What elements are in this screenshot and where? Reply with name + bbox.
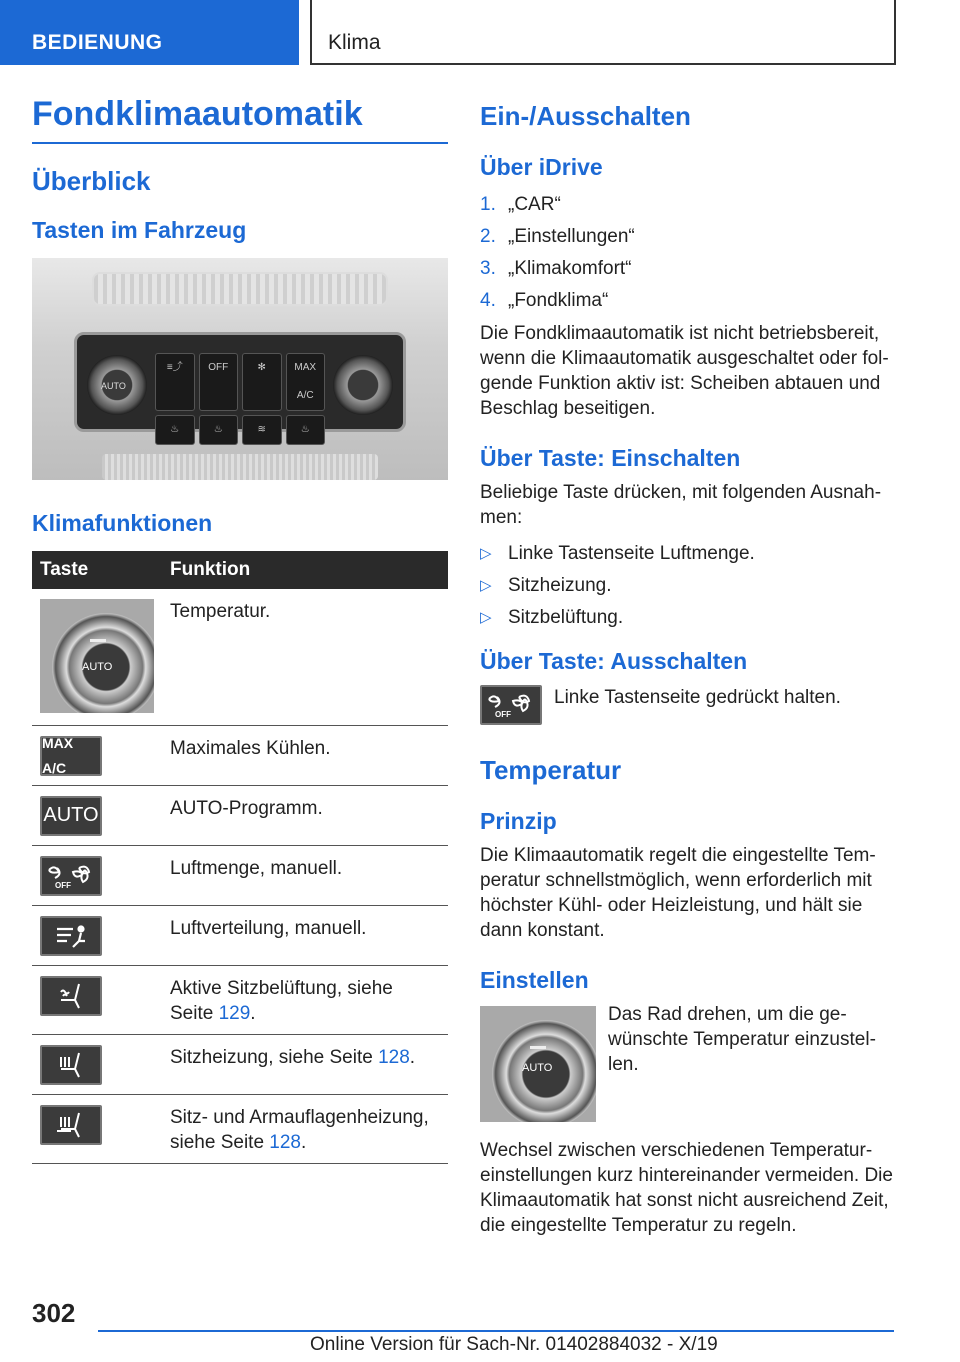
onoff-heading: Ein-/Ausschalten — [480, 101, 691, 131]
row-text: Luftverteilung, manuell. — [162, 905, 448, 965]
auto-icon: AUTO — [40, 796, 102, 836]
right-column — [480, 95, 900, 1238]
key-off-heading: Über Taste: Ausschalten — [480, 648, 748, 674]
seat-heating-icon: ♨ — [199, 415, 239, 445]
table-header-row — [32, 551, 448, 589]
row-text: Aktive Sitzbelüftung, siehe Seite 129. — [162, 965, 448, 1034]
left-temperature-knob: AUTO — [87, 355, 147, 415]
header-section-tab — [0, 0, 299, 65]
row-text: Sitz- und Armauflagenheizung, siehe Seite 128. — [162, 1094, 448, 1163]
exceptions-list — [480, 538, 900, 634]
temperature-heading: Temperatur — [480, 755, 622, 785]
table-row — [32, 785, 448, 845]
idrive-note: Die Fondklimaautomatik ist nicht betriebsbereit, wenn die Klimaautomatik ausgeschaltet oder folgende Funktion aktiv ist: Scheiben abtauen und Beschlag beseitigen. — [480, 323, 889, 419]
set-text: Das Rad drehen, um die gewünschte Temperatur einzustellen. — [608, 1004, 876, 1075]
list-item: ▷ Linke Tastenseite Luftmenge. — [480, 543, 755, 564]
panel-buttons — [155, 353, 325, 435]
table-row — [32, 1094, 448, 1163]
table-row — [32, 845, 448, 905]
set-note: Wechsel zwischen verschiedenen Temperatureinstellungen kurz hintereinander vermeiden. Die Klimaautomatik hat sonst nicht ausreichend Zeit, die eingestellte Temperatur zu regeln. — [480, 1140, 893, 1236]
page-ref-link[interactable]: 129 — [218, 1002, 251, 1024]
page-ref-link[interactable]: 128 — [269, 1131, 301, 1153]
key-off-text: Linke Tastenseite gedrückt halten. — [554, 687, 841, 708]
svg-text:OFF: OFF — [55, 880, 71, 890]
set-block — [480, 1002, 900, 1126]
seat-armrest-heating-icon — [40, 1105, 102, 1145]
footer-divider — [98, 1330, 894, 1332]
table-row — [32, 965, 448, 1034]
list-item: 2. „Einstellungen“ — [480, 226, 635, 247]
col-key-header: Taste — [32, 551, 162, 589]
fan-off-icon: OFF — [199, 353, 239, 411]
air-vent — [92, 272, 388, 306]
max-ac-icon: MAX A/C — [40, 736, 102, 776]
storage-slot — [102, 454, 378, 480]
table-row — [32, 1034, 448, 1094]
set-heading: Einstellen — [480, 967, 589, 993]
col-func-header: Funktion — [162, 551, 448, 589]
seat-ventilation-icon: ≋ — [242, 415, 282, 445]
fan-icon — [40, 856, 102, 896]
table-row — [32, 589, 448, 725]
key-on-text: Beliebige Taste drücken, mit folgenden Ausnahmen: — [480, 482, 882, 528]
seat-ventilation-icon — [40, 976, 102, 1016]
page-ref-link[interactable]: 128 — [378, 1046, 410, 1068]
key-off-block — [480, 685, 900, 729]
row-text: Maximales Kühlen. — [162, 725, 448, 785]
footer-text: Online Version für Sach-Nr. 01402884032 - X/19 — [310, 1334, 718, 1355]
row-text: AUTO-Programm. — [162, 785, 448, 845]
list-item: 4. „Fondklima“ — [480, 290, 609, 311]
seat-heating-icon: ♨ — [286, 415, 326, 445]
temperature-knob-icon: AUTO — [480, 1006, 596, 1122]
row-text: Temperatur. — [162, 589, 448, 725]
header-chapter-tab — [310, 0, 896, 65]
fan-icon — [480, 685, 542, 725]
table-row — [32, 905, 448, 965]
page-title: Fondklimaautomatik — [32, 95, 448, 144]
left-column — [32, 95, 448, 1164]
seat-heating-icon — [40, 1045, 102, 1085]
functions-table — [32, 551, 448, 1164]
key-on-heading: Über Taste: Einschalten — [480, 445, 741, 471]
idrive-heading: Über iDrive — [480, 154, 603, 180]
list-item: 3. „Klimakomfort“ — [480, 258, 632, 279]
row-text: Sitzheizung, siehe Seite 128. — [162, 1034, 448, 1094]
list-item: 1. „CAR“ — [480, 194, 561, 215]
air-distribution-icon: ≡⤴ — [155, 353, 195, 411]
principle-heading: Prinzip — [480, 808, 557, 834]
page-number: 302 — [32, 1298, 76, 1328]
air-distribution-icon — [40, 916, 102, 956]
right-temperature-knob — [333, 355, 393, 415]
list-item: ▷ Sitzbelüftung. — [480, 607, 624, 628]
principle-text: Die Klimaautomatik regelt die eingestellte Temperatur schnellstmöglich, wenn erforderlich mit höchster Kühl- oder Heizleistung, und hält sie dann konstant. — [480, 845, 876, 941]
max-ac-icon: MAX A/C — [286, 353, 326, 411]
fan-icon: ✻ — [242, 353, 282, 411]
header-chapter-label: Klima — [328, 31, 381, 54]
temperature-knob-icon: AUTO — [40, 599, 154, 713]
idrive-steps — [480, 189, 900, 317]
control-panel-photo — [32, 258, 448, 480]
climate-panel — [74, 332, 406, 435]
row-text: Luftmenge, manuell. — [162, 845, 448, 905]
table-row — [32, 725, 448, 785]
list-item: ▷ Sitzheizung. — [480, 575, 612, 596]
buttons-heading: Tasten im Fahrzeug — [32, 217, 247, 243]
header-section-label: BEDIENUNG — [32, 31, 163, 54]
functions-heading: Klimafunktionen — [32, 510, 213, 536]
svg-text:OFF: OFF — [495, 710, 511, 719]
overview-heading: Überblick — [32, 166, 151, 196]
seat-heating-icon: ♨ — [155, 415, 195, 445]
